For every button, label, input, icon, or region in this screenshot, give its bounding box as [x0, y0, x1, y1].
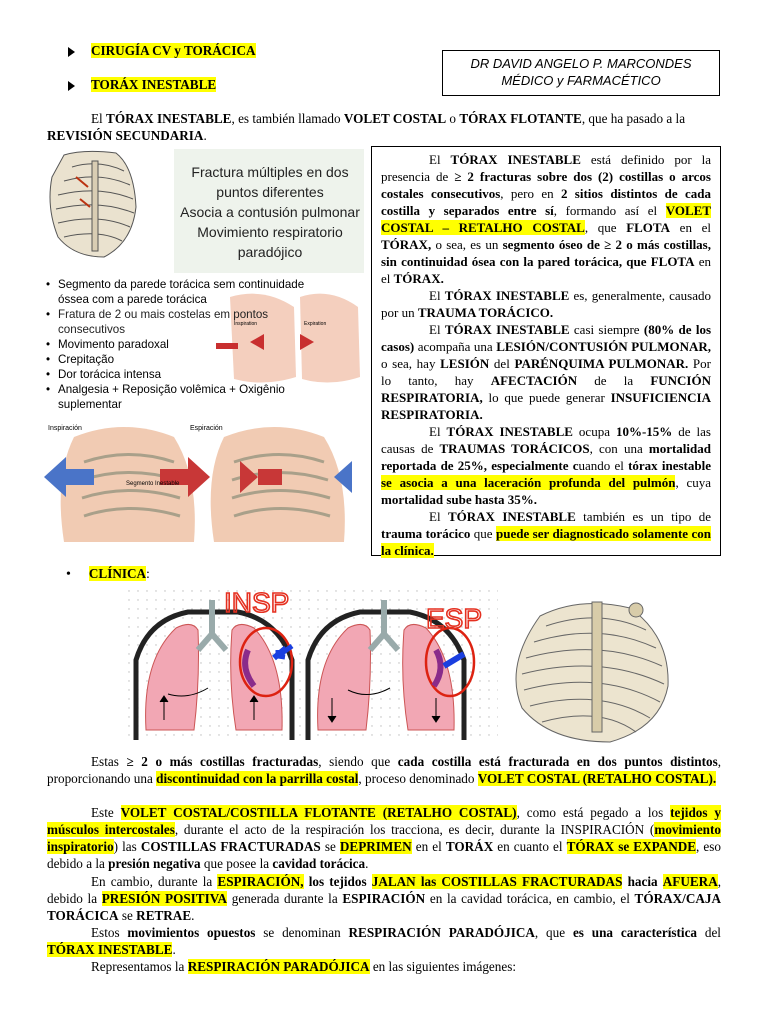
- insp-label: INSP: [224, 590, 290, 618]
- intro-paragraph: El TÓRAX INESTABLE, es también llamado VOLET COSTAL o TÓRAX FLOTANTE, que ha pasado a la REVISIÓN SECUNDARIA.: [47, 111, 686, 143]
- def-paragraph-1: El TÓRAX INESTABLE está definido por la presencia de ≥ 2 fracturas sobre dos (2) costillas o arcos costales consecutivos, pero en 2 sitios distintos de cada costilla y separados entre sí, formando así el VOLET COSTAL – RETALHO COSTAL, que FLOTA en el TÓRAX, o sea, es un segmento óseo de ≥ 2 o más costillas, sin continuidad ósea con la pared torácica, que FLOTA en el TÓRAX.: [381, 152, 712, 286]
- clinica-heading: • CLÍNICA:: [66, 566, 150, 582]
- def-paragraph-3: El TÓRAX INESTABLE casi siempre (80% de los casos) acompaña una LESIÓN/CONTUSIÓN PULMONAR, o sea, hay LESIÓN del PARÉNQUIMA PULMONAR. Por lo tanto, hay AFECTACIÓN de la FUNCIÓN RESPIRATORIA, lo que puede generar INSUFICIENCIA RESPIRATORIA.: [381, 322, 712, 422]
- fig1-bullet: • Segmento da parede torácica sem continuidade óssea com a parede torácica: [46, 278, 305, 306]
- paragraph-espiracion: En cambio, durante la ESPIRACIÓN, los tejidos JALAN las COSTILLAS FRACTURADAS hacia AFUERA, debido la PRESIÓN POSITIVA generada durante la ESPIRACIÓN en la cavidad torácica, en cambio, el TÓRAX/CAJA TORÁCICA se RETRAE.: [47, 874, 722, 923]
- arrow-bullet-icon: [68, 81, 75, 91]
- paragraph-representamos: Representamos la RESPIRACIÓN PARADÓJICA en las siguientes imágenes:: [91, 959, 517, 974]
- paragraph-volet-costal: Estas ≥ 2 o más costillas fracturadas, siendo que cada costilla está fracturada en dos puntos distintos, proporcionando una discontinuidad con la parrilla costal, proceso denominado VOLET COSTAL (RETALHO COSTAL).: [47, 754, 722, 786]
- def-paragraph-5: El TÓRAX INESTABLE también es un tipo de trauma torácico que puede ser diagnosticado solamente con la clínica.: [381, 509, 711, 558]
- def-paragraph-4: El TÓRAX INESTABLE ocupa 10%-15% de las causas de TRAUMAS TORÁCICOS, con una mortalidad reportada de 25%, especialmente cuando el tórax inestable se asocia a una laceración profunda del pulmón, cuya mortalidad sube hasta 35%.: [381, 424, 711, 507]
- heading-cirugia: CIRUGÍA CV y TORÁCICA: [68, 43, 256, 59]
- fig1-esp-label: Espiración: [190, 425, 223, 432]
- fig1-title-5: paradójico: [237, 244, 303, 260]
- ribcage-figure-right: [500, 596, 720, 746]
- heading-torax-inestable: TORÁX INESTABLE: [68, 77, 216, 93]
- esp-label: ESP: [426, 603, 483, 634]
- paradoxical-breathing-figure: [128, 590, 498, 740]
- fig1-bullet: • Analgesia + Reposição volêmica + Oxigênio suplementar: [46, 383, 285, 411]
- paragraph-inspiracion: Este VOLET COSTAL/COSTILLA FLOTANTE (RETALHO COSTAL), como está pegado a los tejidos y músculos intercostales, durante el acto de la respiración los tracciona, es decir, durante la INSPIRACIÓN (movimiento inspiratorio) las COSTILLAS FRACTURADAS se DEPRIMEN en el TORÁX en cuanto el TÓRAX se EXPANDE, eso debido a la presión negativa que posee la cavidad torácica.: [47, 805, 721, 871]
- author-title: MÉDICO y FARMACÉTICO: [501, 73, 661, 88]
- fig1-title-1: Fractura múltiples en dos: [191, 164, 349, 180]
- definition-box: [371, 146, 721, 556]
- fig1-bullet: • Dor torácica intensa: [46, 368, 162, 381]
- fig1-small-insp: Inspiration: [234, 321, 258, 327]
- arrow-bullet-icon: [68, 47, 75, 57]
- fig1-insp-label: Inspiración: [48, 425, 82, 432]
- paragraph-respiracion-paradojica: Estos movimientos opuestos se denominan RESPIRACIÓN PARADÓJICA, que es una característica del TÓRAX INESTABLE.: [47, 925, 721, 957]
- author-name: DR DAVID ANGELO P. MARCONDES: [470, 56, 692, 71]
- fig1-segment-label: Segmento Inestable: [126, 481, 180, 487]
- fig1-bullet-list: [44, 277, 328, 412]
- fig1-title-2: puntos diferentes: [216, 184, 324, 200]
- fig1-title-3: Asocia a contusión pulmonar: [180, 204, 360, 220]
- author-box: [442, 50, 720, 96]
- fig1-bullet: • Movimento paradoxal: [46, 338, 169, 351]
- fig1-title-4: Movimiento respiratorio: [197, 224, 343, 240]
- fig1-small-exp: Expiration: [304, 321, 327, 327]
- fig1-bullet: • Crepitação: [46, 353, 115, 366]
- def-paragraph-2: El TÓRAX INESTABLE es, generalmente, causado por un TRAUMA TORÁCICO.: [381, 288, 711, 320]
- flail-chest-figure: [44, 147, 366, 547]
- fig1-bullet: • Fratura de 2 ou mais costelas em pontos consecutivos: [46, 308, 269, 336]
